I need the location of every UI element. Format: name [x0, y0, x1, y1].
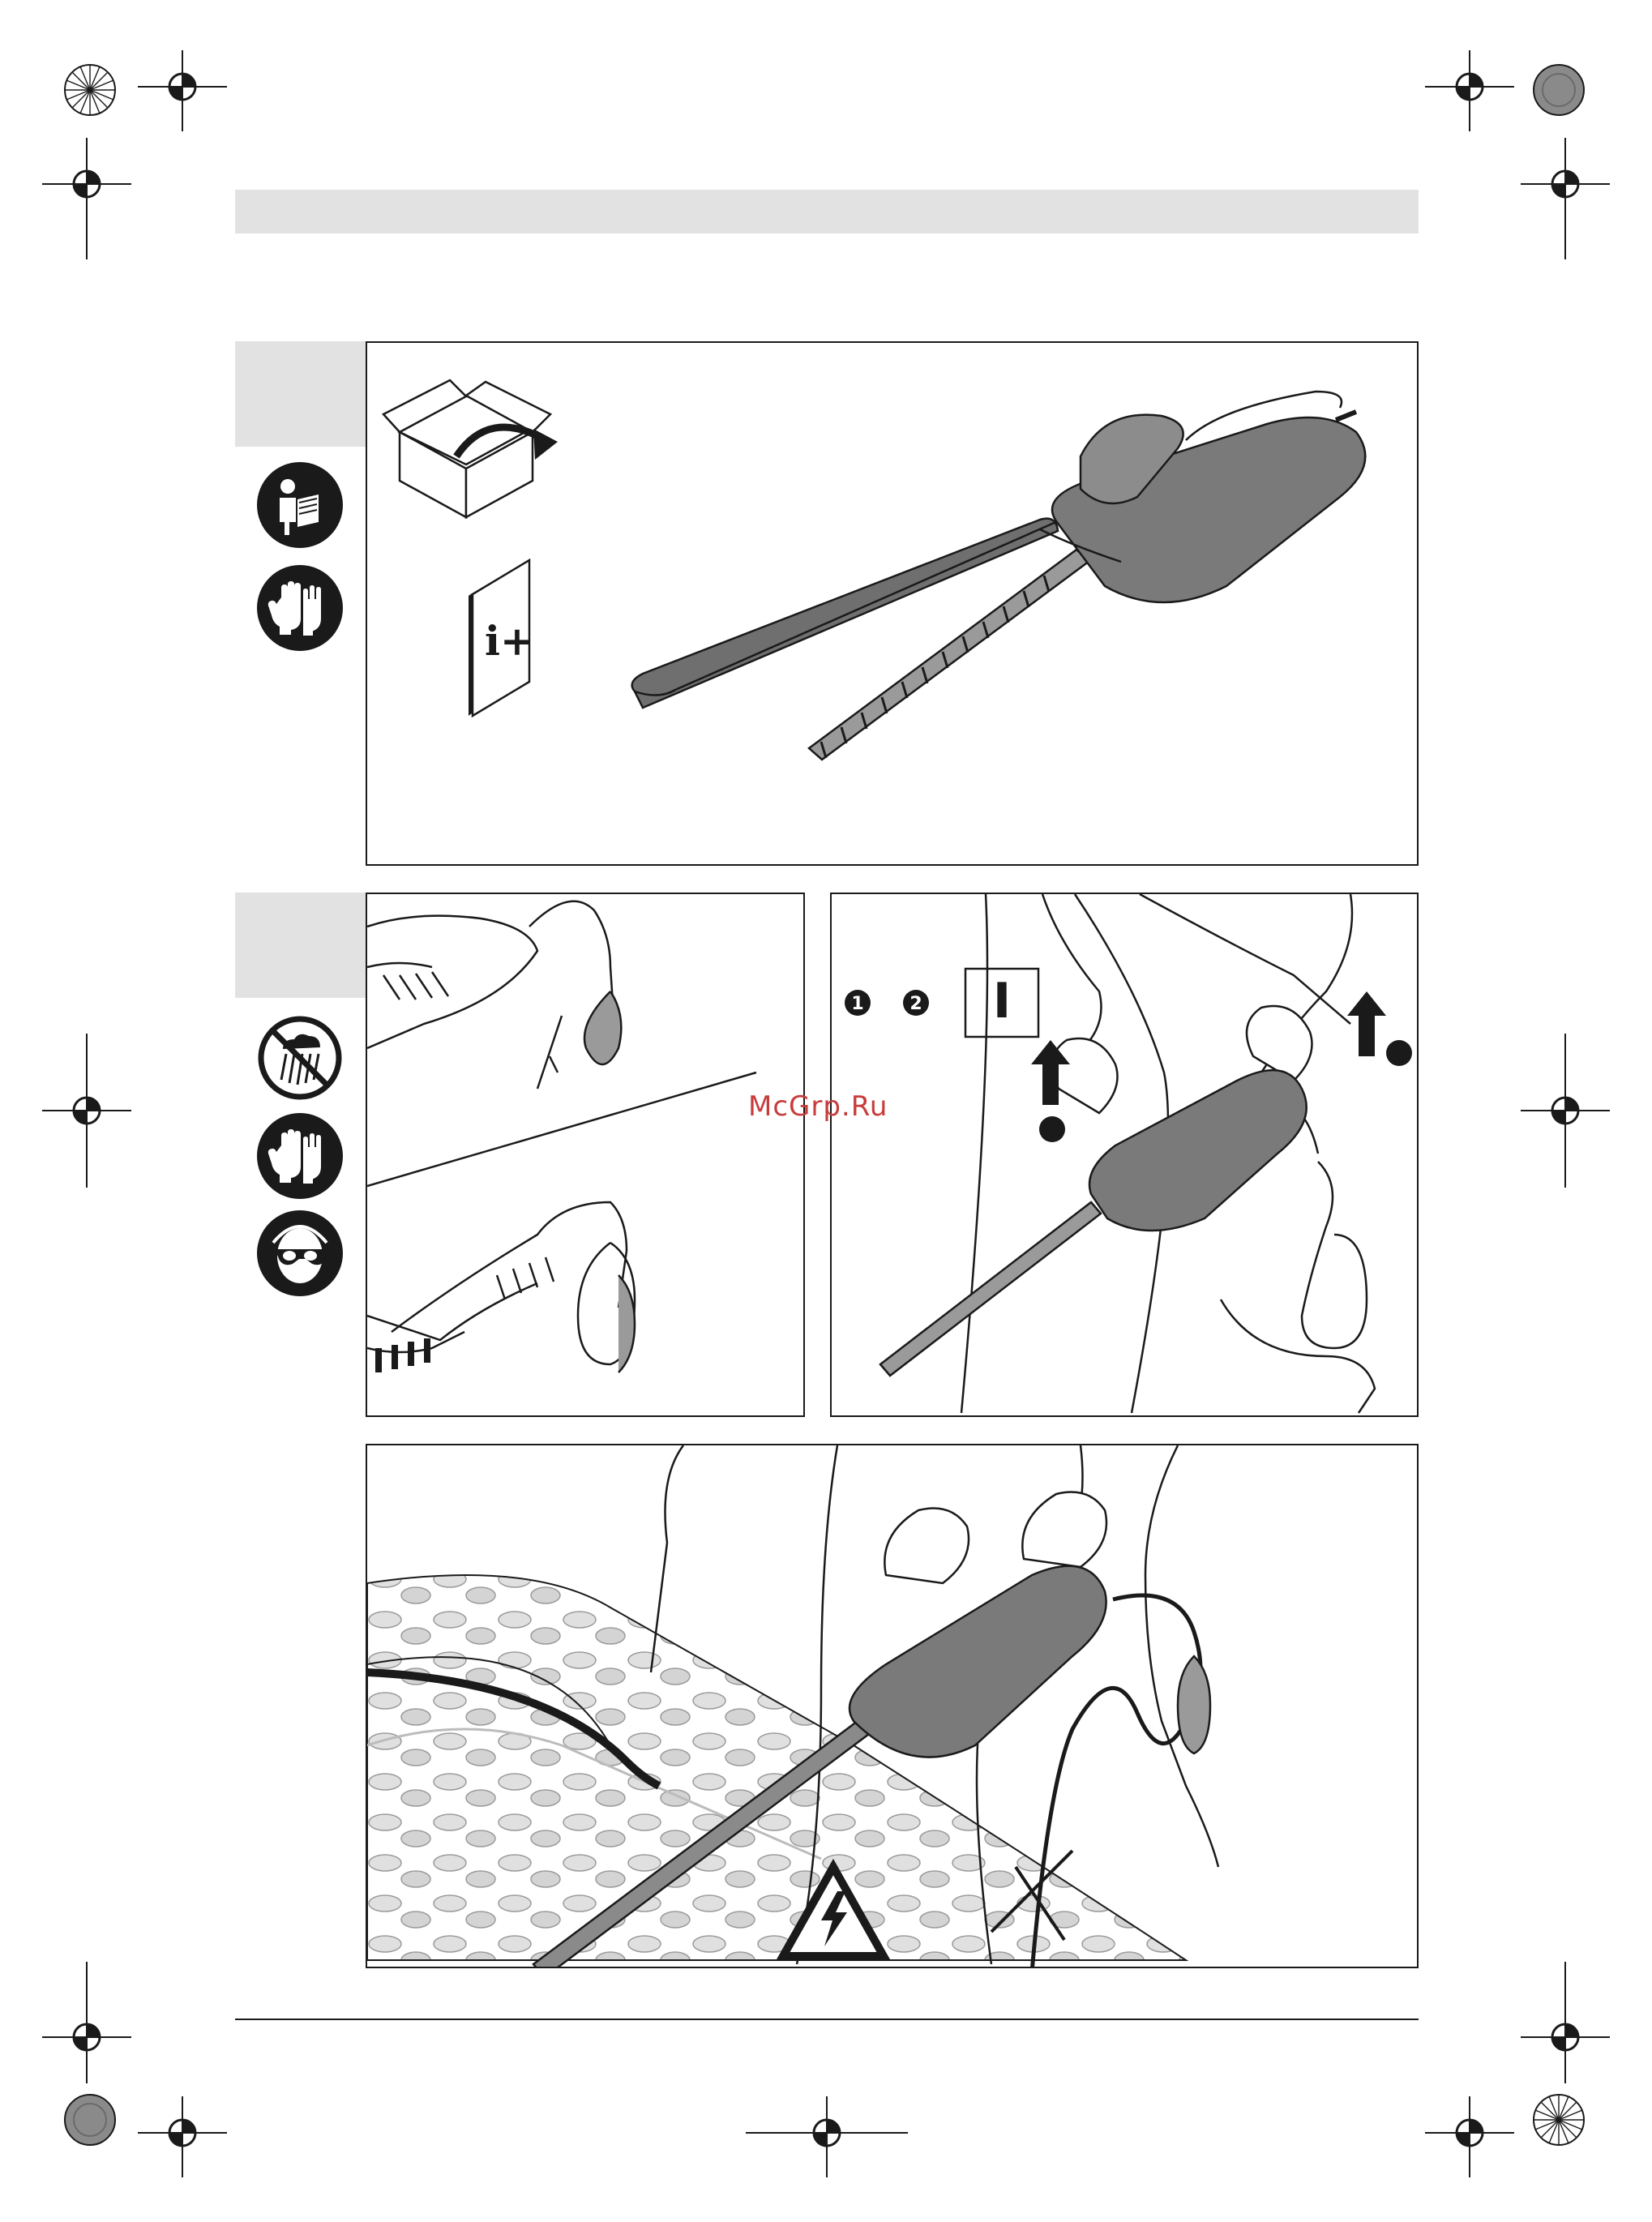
- gloves-icon: [257, 565, 343, 651]
- crosshair-mark-bottom-a: [138, 2096, 227, 2177]
- no-rain-icon: [257, 1015, 343, 1101]
- watermark-text: McGrp.Ru: [748, 1090, 888, 1123]
- header-bar: [235, 190, 1419, 233]
- footer-rule: [235, 2019, 1419, 2020]
- step-two-marker: [903, 990, 929, 1016]
- step-one-marker: [845, 990, 871, 1016]
- step-two-label: 2: [909, 994, 922, 1014]
- target-mark-bottom-left: [63, 2093, 117, 2147]
- gloves-icon: [257, 1113, 343, 1199]
- figure-panel-switch-on: [830, 893, 1419, 1417]
- info-booklet-icon: [469, 560, 534, 716]
- crosshair-mark-right-bottom: [1521, 1962, 1610, 2083]
- switch-symbol: I: [992, 973, 1012, 1030]
- crosshair-mark-left-top: [42, 138, 131, 259]
- crosshair-mark-left-bottom: [42, 1962, 131, 2083]
- section-tab-1: [235, 341, 366, 447]
- hedge-trimmer-illustration: [809, 392, 1365, 760]
- crosshair-mark-right-top: [1521, 138, 1610, 259]
- crosshair-mark-right-middle: [1521, 1034, 1610, 1188]
- eye-protection-icon: [257, 1210, 343, 1296]
- section-tab-2: [235, 893, 366, 998]
- target-mark-top-left: [63, 63, 117, 117]
- target-mark-top-right: [1532, 63, 1586, 117]
- figure-panel-hedge-cutting: [366, 1444, 1419, 1968]
- target-mark-bottom-right: [1532, 2093, 1586, 2147]
- info-booklet-label: i+: [485, 617, 534, 665]
- step-one-label: 1: [851, 994, 864, 1014]
- read-manual-icon: [257, 462, 343, 548]
- figure-panel-unpacking: [366, 341, 1419, 866]
- crosshair-mark-bottom-b: [1425, 2096, 1514, 2177]
- crosshair-mark-left-middle: [42, 1034, 131, 1188]
- crosshair-mark-top-b: [1425, 50, 1514, 131]
- figure-panel-cord-relief: [366, 893, 805, 1417]
- crosshair-mark-bottom-center: [746, 2096, 908, 2177]
- crosshair-mark-top-a: [138, 50, 227, 131]
